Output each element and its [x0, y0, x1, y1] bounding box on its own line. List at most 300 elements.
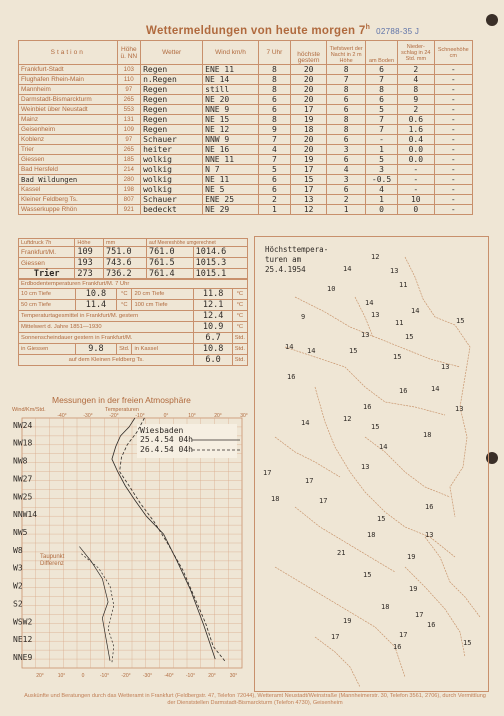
pres-name: Trier	[19, 269, 75, 280]
cell-name: Geisenheim	[19, 125, 118, 135]
cell-s: -	[434, 155, 472, 165]
station-row	[19, 175, 473, 185]
cell-max: 19	[290, 155, 326, 165]
pressure-row	[19, 258, 248, 269]
temp-tick: -30°	[83, 413, 93, 419]
map-temp-value: 17	[305, 477, 314, 485]
map-temp-value: 13	[441, 363, 450, 371]
wind-axis-label: Wind/Km/Std.	[12, 407, 46, 413]
cell-max: 20	[290, 95, 326, 105]
cell-t7: 7	[258, 155, 290, 165]
map-temp-value: 16	[393, 643, 402, 651]
cell-name: Bad Hersfeld	[19, 165, 118, 175]
map-temp-value: 18	[367, 531, 376, 539]
cell-w: Schauer	[141, 135, 203, 145]
pres-hdr-reduced: auf Meereshöhe umgerechnet	[147, 239, 248, 247]
map-border	[425, 537, 480, 617]
pres-mm: 736.2	[104, 269, 147, 280]
map-temp-value: 14	[379, 443, 388, 451]
cell-t7: 8	[258, 75, 290, 85]
cell-p: 0.0	[398, 155, 434, 165]
map-temp-value: 17	[399, 631, 408, 639]
cell-name: Flughafen Rhein-Main	[19, 75, 118, 85]
map-temp-value: 19	[343, 617, 352, 625]
cell-ming: 6	[365, 95, 397, 105]
cell-name: Koblenz	[19, 135, 118, 145]
wind-label: NW25	[13, 492, 33, 502]
pressure-row	[19, 247, 248, 258]
wind-label: S2	[13, 599, 23, 609]
cell-h: 131	[117, 115, 141, 125]
pres-rmm: 761.5	[147, 258, 194, 269]
cell-name: Kleiner Feldberg Ts.	[19, 195, 118, 205]
cell-name: Mainz	[19, 115, 118, 125]
map-temp-value: 17	[415, 611, 424, 619]
page-title: Wettermeldungen von heute morgen 7$^h$ 02788-35 J	[146, 24, 420, 37]
cell-ming: 1	[365, 145, 397, 155]
pres-mb: 1015.3	[193, 258, 247, 269]
sun-frankfurt: 6.7	[194, 333, 232, 344]
cell-p: 0.6	[398, 115, 434, 125]
legend-date1: 25.4.54 04h	[140, 435, 193, 444]
soil-20cm: 11.8	[194, 289, 232, 300]
temp-tick: 0°	[163, 413, 169, 419]
cell-h: 280	[117, 175, 141, 185]
cell-min2: 6	[327, 155, 366, 165]
map-temp-value: 13	[361, 331, 370, 339]
stamp: 02788-35 J	[376, 26, 420, 36]
station-row	[19, 205, 473, 215]
cell-max: 15	[290, 175, 326, 185]
map-temp-value: 19	[409, 585, 418, 593]
cell-s: -	[434, 85, 472, 95]
cell-w: Regen	[141, 85, 203, 95]
map-temp-value: 13	[361, 463, 370, 471]
soil-mean: 12.4	[194, 311, 232, 322]
cell-s: -	[434, 105, 472, 115]
cell-h: 110	[117, 75, 141, 85]
wind-label: W3	[13, 563, 23, 573]
cell-h: 265	[117, 145, 141, 155]
cell-max: 19	[290, 115, 326, 125]
cell-max: 13	[290, 195, 326, 205]
cell-min2: 6	[327, 135, 366, 145]
cell-p: 2	[398, 65, 434, 75]
cell-t7: 5	[258, 165, 290, 175]
map-svg	[255, 237, 490, 693]
map-temp-value: 14	[365, 299, 374, 307]
cell-max: 20	[290, 75, 326, 85]
map-temp-value: 14	[431, 385, 440, 393]
map-border	[405, 567, 465, 657]
sun-giessen: 9.8	[75, 344, 116, 355]
wind-label: W2	[13, 581, 23, 591]
taupunkt-label2: Differenz	[40, 561, 64, 567]
cell-wind: NE 15	[203, 115, 259, 125]
wind-label: NW5	[13, 527, 28, 537]
cell-ming: 1	[365, 195, 397, 205]
map-temp-value: 15	[463, 639, 472, 647]
cell-w: wolkig	[141, 185, 203, 195]
cell-min2: 8	[327, 85, 366, 95]
cell-wind: NE 29	[203, 205, 259, 215]
wind-label: NW24	[13, 420, 33, 430]
station-row	[19, 115, 473, 125]
legend-date2: 26.4.54 04h	[140, 445, 193, 454]
wind-label: NNW14	[13, 510, 38, 520]
temp-tick: 20°	[214, 413, 222, 419]
cell-w: Regen	[141, 95, 203, 105]
pressure-table	[18, 238, 248, 280]
cell-w: wolkig	[141, 155, 203, 165]
atmosphere-diagram	[12, 404, 248, 688]
map-temp-value: 21	[337, 549, 346, 557]
hdr-ming: am Boden	[365, 41, 397, 65]
map-temp-value: 18	[381, 603, 390, 611]
map-border	[295, 297, 460, 367]
pres-mb: 1015.1	[193, 269, 247, 280]
cell-w: Regen	[141, 105, 203, 115]
cell-t7: 8	[258, 65, 290, 75]
map-temp-value: 13	[425, 531, 434, 539]
map-temp-value: 13	[455, 405, 464, 413]
temp-axis-label: Temperaturen	[105, 407, 139, 413]
cell-max: 20	[290, 85, 326, 95]
cell-ming: 4	[365, 185, 397, 195]
cell-s: -	[434, 175, 472, 185]
map-temp-value: 19	[407, 553, 416, 561]
map-temp-value: 12	[343, 415, 352, 423]
cell-max: 17	[290, 165, 326, 175]
bottom-tick: 0	[81, 673, 85, 679]
map-temp-value: 11	[399, 281, 408, 289]
map-temp-value: 14	[343, 265, 352, 273]
hdr-max: höchste gestern	[290, 41, 326, 65]
map-temp-value: 13	[371, 311, 380, 319]
cell-ming: 7	[365, 115, 397, 125]
cell-wind: NE 5	[203, 185, 259, 195]
map-temp-value: 16	[427, 621, 436, 629]
dewpoint-curve-1	[79, 547, 110, 661]
hdr-precip: Nieder-schlag in 24 Std. mm	[398, 41, 434, 65]
cell-t7: 9	[258, 125, 290, 135]
soil-table: Erdbodentemperaturen Frankfurt/M. 7 Uhr 10 cm Tiefe 10.8 °C 20 cm Tiefe 11.8 °C 50 cm Tiefe 11.4 °C 100 cm Tiefe 12.1 °C Temperaturtagesmittel in Frankfurt/M. gestern 12.4 °C Mittelwert d. Jahre 1851—1930 10.9 °C Sonnenscheindauer gestern in Frankfurt/M. 6.7 Std. in Giessen 9.8 Std. in Kassel 10.8 Std. auf dem Kleinen Feldberg Ts. 6.0 Std.	[18, 278, 248, 366]
cell-ming: 6	[365, 65, 397, 75]
cell-s: -	[434, 205, 472, 215]
map-temp-value: 9	[301, 313, 306, 321]
map-temp-value: 17	[319, 497, 328, 505]
pres-mm: 751.0	[104, 247, 147, 258]
punch-hole-top	[486, 14, 498, 26]
cell-max: 17	[290, 185, 326, 195]
soil-100cm: 12.1	[194, 300, 232, 311]
cell-name: Wasserkuppe Rhön	[19, 205, 118, 215]
cell-t7: 6	[258, 185, 290, 195]
cell-wind: NNE 11	[203, 155, 259, 165]
wind-label: NW27	[13, 474, 33, 484]
cell-ming: 7	[365, 75, 397, 85]
cell-min2: 1	[327, 205, 366, 215]
cell-s: -	[434, 195, 472, 205]
cell-s: -	[434, 115, 472, 125]
cell-w: bedeckt	[141, 205, 203, 215]
cell-p: 4	[398, 75, 434, 85]
cell-s: -	[434, 185, 472, 195]
cell-min2: 4	[327, 165, 366, 175]
cell-t7: 7	[258, 135, 290, 145]
cell-ming: 5	[365, 155, 397, 165]
map-temp-value: 18	[423, 431, 432, 439]
bottom-tick: -20°	[121, 673, 131, 679]
station-row	[19, 145, 473, 155]
bottom-tick: -30°	[142, 673, 153, 679]
cell-ming: -0.5	[365, 175, 397, 185]
cell-t7: 4	[258, 145, 290, 155]
cell-min2: 8	[327, 115, 366, 125]
cell-h: 198	[117, 185, 141, 195]
map-border	[315, 387, 455, 557]
footer-text: Auskünfte und Beratungen durch das Wetteramt in Frankfurt (Feldbergstr. 47, Telefon 72044), Wetteramt Neustadt/Weinstraße (Mannheimerstr. 30, Telefon 3561, 2706), durch Vermittlung der Dienststellen Darmstadt-Bismarckturm (Telefon 4730), Geisenheim	[24, 693, 486, 707]
cell-wind: NE 12	[203, 125, 259, 135]
station-row	[19, 195, 473, 205]
cell-s: -	[434, 125, 472, 135]
cell-name: Darmstadt-Bismarckturm	[19, 95, 118, 105]
map-temp-value: 16	[363, 403, 372, 411]
cell-t7: 8	[258, 85, 290, 95]
cell-max: 17	[290, 105, 326, 115]
map-temp-value: 11	[395, 319, 404, 327]
cell-p: 9	[398, 95, 434, 105]
wind-label: NE12	[13, 635, 33, 645]
cell-p: 10	[398, 195, 434, 205]
cell-max: 20	[290, 135, 326, 145]
map-temp-value: 14	[307, 347, 316, 355]
map-temp-value: 16	[425, 503, 434, 511]
station-table	[18, 40, 473, 215]
cell-p: 2	[398, 105, 434, 115]
station-row	[19, 185, 473, 195]
cell-min2: 7	[327, 75, 366, 85]
cell-ming: -	[365, 135, 397, 145]
cell-s: -	[434, 165, 472, 175]
cell-min2: 6	[327, 95, 366, 105]
wind-label: NW8	[13, 456, 28, 466]
cell-name: Bad Wildungen	[19, 175, 118, 185]
cell-w: Regen	[141, 65, 203, 75]
map-temp-value: 13	[390, 267, 399, 275]
hdr-min2: Tiefstwert der Nacht in 2 m Höhe	[327, 41, 366, 65]
cell-name: Weinbiet über Neustadt	[19, 105, 118, 115]
hdr-snow: Schneehöhe cm	[434, 41, 472, 65]
map-temp-value: 15	[349, 347, 358, 355]
map-temp-value: 15	[377, 515, 386, 523]
wind-label: W8	[13, 545, 23, 555]
cell-t7: 6	[258, 95, 290, 105]
taupunkt-label1: Taupunkt	[40, 554, 65, 560]
diagram-title: Messungen in der freien Atmosphäre	[52, 395, 191, 405]
cell-name: Mannheim	[19, 85, 118, 95]
wind-label: WSW2	[13, 617, 33, 627]
cell-wind: NE 11	[203, 175, 259, 185]
soil-longterm: 10.9	[194, 322, 232, 333]
pres-h: 273	[75, 269, 104, 280]
cell-h: 185	[117, 155, 141, 165]
cell-w: Regen	[141, 115, 203, 125]
bottom-tick: -10°	[99, 673, 110, 679]
cell-h: 921	[117, 205, 141, 215]
cell-t7: 6	[258, 105, 290, 115]
cell-ming: 0	[365, 205, 397, 215]
map-temp-value: 12	[371, 253, 380, 261]
soil-header: Erdbodentemperaturen Frankfurt/M. 7 Uhr	[19, 279, 248, 289]
soil-10cm: 10.8	[75, 289, 116, 300]
cell-t7: 8	[258, 115, 290, 125]
hdr-weather: Wetter	[141, 41, 203, 65]
pres-hdr-height: Höhe	[75, 239, 104, 247]
temp-tick: 30°	[240, 413, 248, 419]
station-row	[19, 105, 473, 115]
wind-label: NNE9	[13, 652, 33, 662]
cell-max: 12	[290, 205, 326, 215]
station-row	[19, 85, 473, 95]
cell-ming: 7	[365, 125, 397, 135]
cell-wind: NE 14	[203, 75, 259, 85]
map-temp-value: 14	[301, 419, 310, 427]
cell-s: -	[434, 95, 472, 105]
cell-t7: 1	[258, 205, 290, 215]
cell-w: Regen	[141, 125, 203, 135]
cell-s: -	[434, 135, 472, 145]
station-row	[19, 75, 473, 85]
map-border	[275, 437, 340, 477]
cell-wind: ENE 25	[203, 195, 259, 205]
cell-name: Kassel	[19, 185, 118, 195]
temperature-map	[254, 236, 489, 692]
cell-max: 18	[290, 125, 326, 135]
cell-p: 0.0	[398, 145, 434, 155]
temp-tick: -10°	[135, 413, 145, 419]
cell-min2: 2	[327, 195, 366, 205]
cell-wind: ENE 11	[203, 65, 259, 75]
cell-p: -	[398, 165, 434, 175]
cell-h: 97	[117, 85, 141, 95]
pres-rmm: 761.4	[147, 269, 194, 280]
pres-mb: 1014.6	[193, 247, 247, 258]
bottom-tick: 10°	[57, 673, 66, 679]
cell-min2: 3	[327, 175, 366, 185]
map-temp-value: 17	[263, 469, 272, 477]
cell-w: wolkig	[141, 165, 203, 175]
map-border	[365, 437, 450, 497]
map-temp-value: 18	[271, 495, 280, 503]
pres-rmm: 761.0	[147, 247, 194, 258]
map-border	[315, 637, 360, 687]
dewpoint-curve-2	[81, 554, 114, 663]
map-temp-value: 15	[456, 317, 465, 325]
bottom-tick: -40°	[164, 673, 174, 679]
cell-h: 109	[117, 125, 141, 135]
temp-tick: 10°	[188, 413, 196, 419]
hdr-height: Höhe ü. NN	[117, 41, 141, 65]
legend-station: Wiesbaden	[140, 426, 184, 435]
cell-min2: 6	[327, 105, 366, 115]
map-temp-value: 17	[331, 633, 340, 641]
cell-p: 0	[398, 205, 434, 215]
cell-p: 1.6	[398, 125, 434, 135]
hdr-wind: Wind km/h	[203, 41, 259, 65]
sun-feldberg: 6.0	[194, 355, 232, 366]
cell-ming: 3	[365, 165, 397, 175]
cell-wind: NNW 9	[203, 135, 259, 145]
soil-50cm: 11.4	[75, 300, 116, 311]
cell-h: 807	[117, 195, 141, 205]
map-temp-value: 15	[405, 333, 414, 341]
pres-mm: 743.6	[104, 258, 147, 269]
cell-wind: N 7	[203, 165, 259, 175]
station-row	[19, 165, 473, 175]
pres-hdr-station: Luftdruck 7h	[19, 239, 75, 247]
station-row	[19, 95, 473, 105]
map-temp-value: 16	[399, 387, 408, 395]
bottom-tick: 30°	[229, 673, 238, 679]
sun-kassel: 10.8	[194, 344, 232, 355]
cell-h: 97	[117, 135, 141, 145]
station-row	[19, 125, 473, 135]
bottom-tick: 20°	[36, 673, 44, 679]
cell-h: 553	[117, 105, 141, 115]
cell-t7: 2	[258, 195, 290, 205]
map-temp-value: 15	[371, 423, 380, 431]
cell-max: 20	[290, 145, 326, 155]
cell-s: -	[434, 145, 472, 155]
cell-min2: 6	[327, 185, 366, 195]
station-row	[19, 155, 473, 165]
cell-wind: NE 20	[203, 95, 259, 105]
cell-ming: 8	[365, 85, 397, 95]
map-title: Höchsttempera- turen am 25.4.1954	[265, 245, 329, 274]
map-temp-value: 15	[363, 571, 372, 579]
cell-p: -	[398, 185, 434, 195]
cell-name: Giessen	[19, 155, 118, 165]
cell-t7: 6	[258, 175, 290, 185]
cell-w: Schauer	[141, 195, 203, 205]
cell-min2: 3	[327, 145, 366, 155]
cell-w: n.Regen	[141, 75, 203, 85]
cell-s: -	[434, 75, 472, 85]
temp-tick: -40°	[57, 413, 67, 419]
hdr-t7: 7 Uhr	[258, 41, 290, 65]
cell-w: heiter	[141, 145, 203, 155]
pres-h: 193	[75, 258, 104, 269]
cell-name: Trier	[19, 145, 118, 155]
cell-min2: 8	[327, 65, 366, 75]
station-row	[19, 65, 473, 75]
pres-name: Frankfurt/M.	[19, 247, 75, 258]
bottom-tick: -10°	[185, 673, 196, 679]
cell-s: -	[434, 65, 472, 75]
map-temp-value: 10	[327, 285, 336, 293]
cell-wind: NE 16	[203, 145, 259, 155]
cell-ming: 5	[365, 105, 397, 115]
wind-label: NW18	[13, 438, 33, 448]
pres-hdr-mm: mm	[104, 239, 147, 247]
cell-max: 20	[290, 65, 326, 75]
cell-min2: 8	[327, 125, 366, 135]
map-temp-value: 14	[411, 307, 420, 315]
station-row	[19, 135, 473, 145]
cell-h: 265	[117, 95, 141, 105]
cell-p: 8	[398, 85, 434, 95]
